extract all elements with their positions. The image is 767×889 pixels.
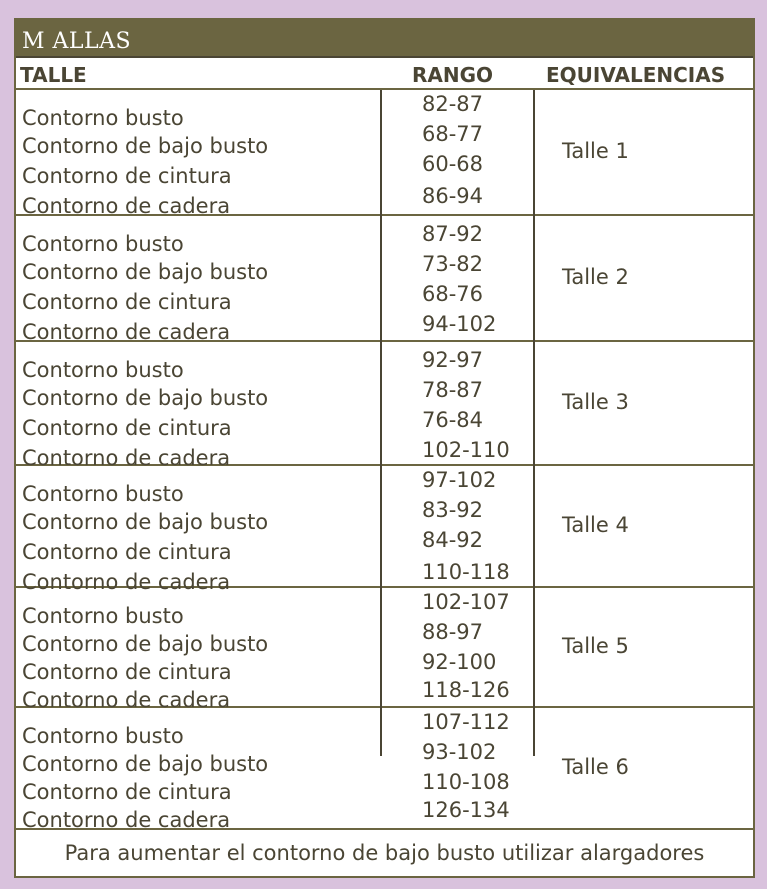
chart-title: M ALLAS — [22, 29, 132, 54]
size-group — [14, 588, 755, 712]
measurement-label: Contorno de cadera — [22, 446, 231, 470]
measurement-label: Contorno de cadera — [22, 808, 231, 832]
size-equivalence: Talle 1 — [562, 139, 629, 163]
measurement-label: Contorno de bajo busto — [22, 752, 269, 776]
measurement-label: Contorno de bajo busto — [22, 386, 269, 410]
size-equivalence: Talle 3 — [562, 390, 629, 414]
measurement-label: Contorno de cintura — [22, 660, 232, 684]
measurement-range: 68-76 — [422, 282, 484, 306]
measurement-label: Contorno de bajo busto — [22, 134, 269, 158]
measurement-label: Contorno de cintura — [22, 540, 232, 564]
footer-note: Para aumentar el contorno de bajo busto utilizar alargadores — [64, 841, 705, 865]
title-bar — [14, 18, 755, 58]
measurement-label: Contorno de cintura — [22, 416, 232, 440]
measurement-label: Contorno de bajo busto — [22, 510, 269, 534]
measurement-label: Contorno de cintura — [22, 780, 232, 804]
measurement-range: 107-112 — [422, 710, 510, 734]
measurement-label: Contorno de cintura — [22, 290, 232, 314]
size-equivalence: Talle 4 — [562, 513, 629, 537]
measurement-label: Contorno de bajo busto — [22, 260, 269, 284]
size-group — [14, 466, 755, 594]
measurement-label: Contorno de cadera — [22, 194, 231, 218]
measurement-label: Contorno de cadera — [22, 320, 231, 344]
size-group — [14, 708, 755, 830]
measurement-range: 86-94 — [422, 184, 484, 208]
measurement-label: Contorno busto — [22, 604, 184, 628]
measurement-label: Contorno busto — [22, 724, 184, 748]
measurement-range: 110-118 — [422, 560, 510, 584]
size-group — [14, 216, 755, 342]
measurement-label: Contorno busto — [22, 106, 184, 130]
measurement-range: 68-77 — [422, 122, 484, 146]
measurement-range: 102-107 — [422, 590, 510, 614]
measurement-label: Contorno de cintura — [22, 164, 232, 188]
measurement-range: 93-102 — [422, 740, 497, 764]
measurement-range: 84-92 — [422, 528, 484, 552]
size-group — [14, 90, 755, 216]
measurement-range: 110-108 — [422, 770, 510, 794]
measurement-range: 97-102 — [422, 468, 497, 492]
measurement-range: 92-100 — [422, 650, 497, 674]
header-rango: RANGO — [412, 63, 494, 87]
measurement-range: 76-84 — [422, 408, 484, 432]
measurement-range: 92-97 — [422, 348, 484, 372]
size-equivalence: Talle 6 — [562, 755, 629, 779]
size-chart — [14, 18, 755, 878]
measurement-range: 94-102 — [422, 312, 497, 336]
measurement-range: 102-110 — [422, 438, 510, 462]
measurement-range: 126-134 — [422, 798, 510, 822]
measurement-range: 83-92 — [422, 498, 484, 522]
measurement-range: 78-87 — [422, 378, 484, 402]
measurement-label: Contorno de cadera — [22, 688, 231, 712]
measurement-label: Contorno de cadera — [22, 570, 231, 594]
measurement-range: 88-97 — [422, 620, 484, 644]
measurement-range: 82-87 — [422, 92, 484, 116]
measurement-label: Contorno busto — [22, 232, 184, 256]
size-group — [14, 342, 755, 470]
measurement-range: 60-68 — [422, 152, 484, 176]
header-equivalencias: EQUIVALENCIAS — [546, 63, 726, 87]
size-equivalence: Talle 2 — [562, 265, 629, 289]
measurement-label: Contorno busto — [22, 358, 184, 382]
measurement-range: 118-126 — [422, 678, 510, 702]
size-equivalence: Talle 5 — [562, 634, 629, 658]
measurement-label: Contorno busto — [22, 482, 184, 506]
measurement-range: 87-92 — [422, 222, 484, 246]
header-talle: TALLE — [20, 63, 87, 87]
measurement-range: 73-82 — [422, 252, 484, 276]
measurement-label: Contorno de bajo busto — [22, 632, 269, 656]
